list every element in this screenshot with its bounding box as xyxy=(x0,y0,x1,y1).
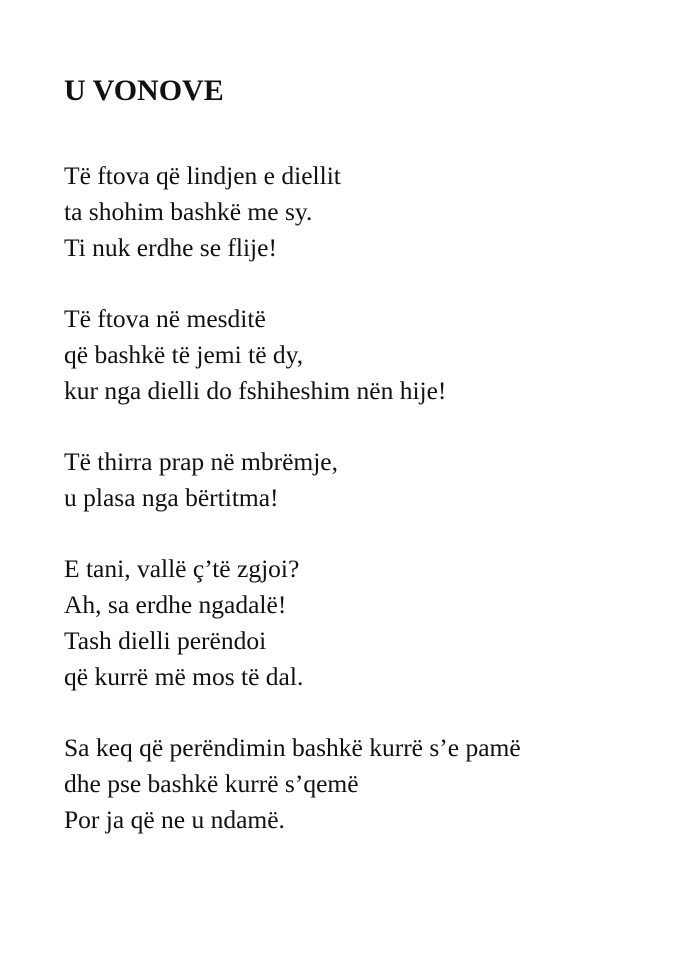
poem-line: ta shohim bashkë me sy. xyxy=(64,197,313,226)
poem-line: Ti nuk erdhe se flije! xyxy=(64,233,277,262)
poem-line: Sa keq që perëndimin bashkë kurrë s’e pamë xyxy=(64,733,521,762)
poem-line: u plasa nga bërtitma! xyxy=(64,483,279,512)
stanza-4 xyxy=(64,551,664,695)
poem-line: Ah, sa erdhe ngadalë! xyxy=(64,590,287,619)
stanza-3 xyxy=(64,444,664,516)
poem-line: Por ja që ne u ndamë. xyxy=(64,805,285,834)
poem-line: që kurrë më mos të dal. xyxy=(64,662,304,691)
poem-line: Të ftova që lindjen e diellit xyxy=(64,161,341,190)
poem-page xyxy=(64,72,664,873)
stanza-1 xyxy=(64,158,664,266)
stanza-5 xyxy=(64,730,664,838)
poem-title: U VONOVE xyxy=(64,74,224,107)
poem-line: dhe pse bashkë kurrë s’qemë xyxy=(64,769,359,798)
poem-line: E tani, vallë ç’të zgjoi? xyxy=(64,554,300,583)
poem-line: Tash dielli perëndoi xyxy=(64,626,267,655)
poem-line: Të ftova në mesditë xyxy=(64,304,266,333)
poem-line: që bashkë të jemi të dy, xyxy=(64,340,304,369)
stanza-2 xyxy=(64,301,664,409)
poem-line: Të thirra prap në mbrëmje, xyxy=(64,447,339,476)
poem-line: kur nga dielli do fshiheshim nën hije! xyxy=(64,376,447,405)
